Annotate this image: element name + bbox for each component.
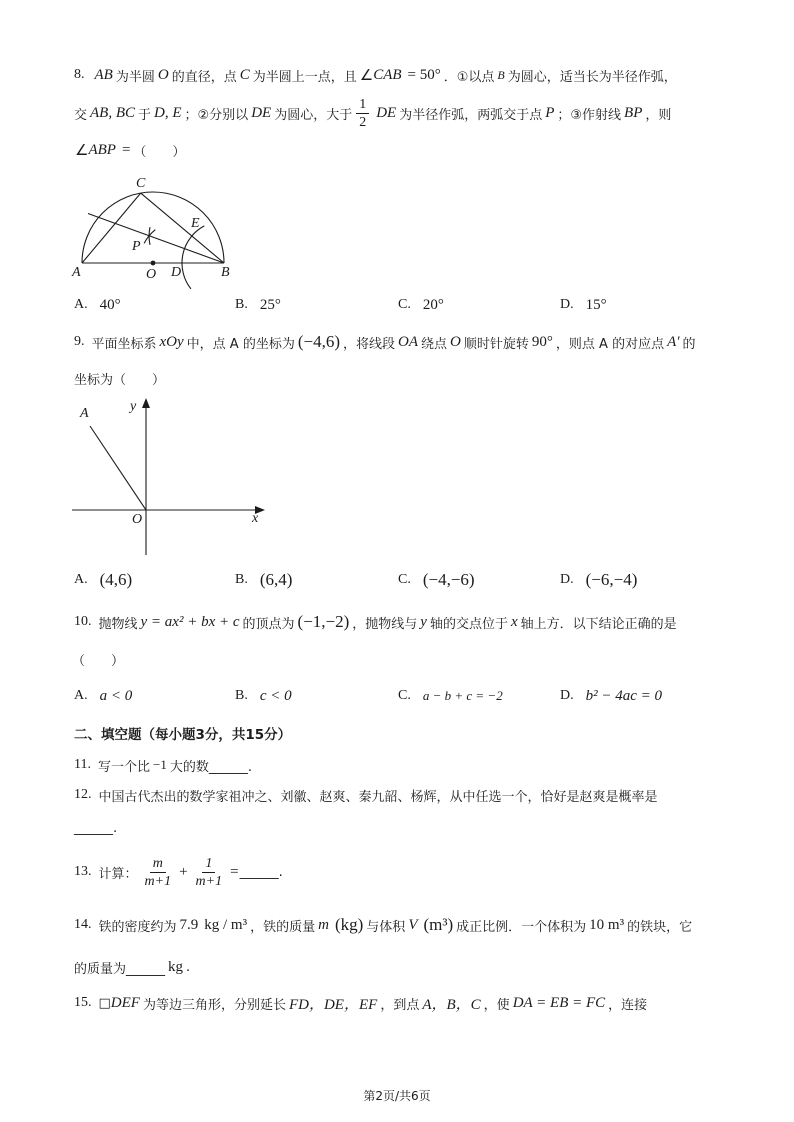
question-number: 15. bbox=[74, 995, 92, 1010]
option-value: c < 0 bbox=[259, 687, 292, 704]
option-value: a − b + c = −2 bbox=[422, 688, 503, 703]
stem-text: ．①以点 bbox=[443, 69, 495, 85]
stem-text: ，则点 A 的对应点 bbox=[555, 336, 665, 352]
math-term: 10 m³ bbox=[589, 916, 625, 933]
q9-option-c bbox=[398, 568, 478, 592]
option-key: A. bbox=[74, 297, 88, 312]
label-d: D bbox=[171, 265, 182, 280]
stem-text: ，铁的质量 bbox=[250, 919, 316, 935]
q10-option-a bbox=[74, 684, 135, 708]
math-term: y = ax² + bx + c bbox=[140, 613, 240, 630]
fraction-denominator: m+1 bbox=[144, 873, 172, 889]
arc-centered-b bbox=[182, 226, 204, 289]
option-key: D. bbox=[560, 572, 574, 587]
option-value: (6,4) bbox=[259, 570, 293, 589]
label-c: C bbox=[136, 176, 146, 191]
math-term: xOy bbox=[159, 333, 184, 350]
math-term: x bbox=[510, 613, 518, 630]
math-term: OA bbox=[398, 333, 419, 350]
q8-option-a bbox=[74, 293, 124, 317]
math-term: BP bbox=[624, 104, 643, 121]
q12-line-2 bbox=[74, 816, 117, 840]
option-key: B. bbox=[235, 688, 248, 703]
unit: kg bbox=[168, 958, 184, 975]
option-value: 25° bbox=[259, 296, 281, 313]
stem-text: ，到点 bbox=[380, 997, 420, 1013]
question-number: 10. bbox=[74, 614, 92, 629]
q9-coordinate-figure bbox=[66, 395, 271, 560]
q9-option-a bbox=[74, 568, 135, 592]
question-number: 13. bbox=[74, 864, 92, 879]
option-key: C. bbox=[398, 572, 411, 587]
option-key: B. bbox=[235, 572, 248, 587]
q12-line-1 bbox=[74, 783, 658, 807]
stem-text: 轴上方．以下结论正确的是 bbox=[520, 616, 677, 632]
answer-parentheses: （ ） bbox=[72, 653, 125, 669]
option-key: A. bbox=[74, 572, 88, 587]
math-term: DE bbox=[251, 104, 272, 121]
q9-option-d bbox=[560, 568, 640, 592]
label-origin: O bbox=[132, 512, 143, 527]
angle-symbol: ∠ bbox=[359, 67, 374, 84]
stem-text: 与体积 bbox=[366, 919, 406, 935]
q8-semicircle-figure bbox=[66, 170, 246, 295]
stem-text: 为圆心，大于 bbox=[274, 107, 353, 123]
math-term: 90° bbox=[531, 333, 553, 350]
stem-text: 成正比例．一个体积为 bbox=[456, 919, 587, 935]
fraction-m-over-m-plus-1 bbox=[142, 856, 175, 889]
unit: (m³) bbox=[423, 915, 454, 934]
math-term: ABP bbox=[88, 141, 116, 158]
stem-text: 为圆心，适当长为半径作弧， bbox=[507, 69, 677, 85]
stem-text: ，使 bbox=[483, 997, 510, 1013]
stem-text: 为半径作弧，两弧交于点 bbox=[399, 107, 543, 123]
option-value: 40° bbox=[99, 296, 121, 313]
q10-option-b bbox=[235, 684, 295, 708]
stem-text: 为半圆 bbox=[115, 69, 155, 85]
math-term: B bbox=[497, 67, 505, 82]
option-value: 15° bbox=[585, 296, 607, 313]
fraction-numerator: 1 bbox=[356, 97, 369, 114]
stem-text: 平面坐标系 bbox=[91, 336, 157, 352]
q9-line-1 bbox=[74, 330, 696, 354]
q8-line-1 bbox=[74, 63, 677, 87]
page-footer: 第2页/共6页 bbox=[363, 1089, 431, 1103]
fraction-denominator: m+1 bbox=[195, 873, 223, 889]
math-term: m bbox=[318, 916, 329, 933]
section-title: 二、填空题（每小题3分，共15分） bbox=[74, 727, 292, 743]
question-number: 9. bbox=[74, 334, 85, 349]
label-a: A bbox=[80, 406, 89, 421]
q8-option-b bbox=[235, 293, 284, 317]
question-number: 14. bbox=[74, 917, 92, 932]
answer-blank: ______. bbox=[239, 864, 283, 880]
q8-line-2 bbox=[74, 97, 671, 129]
stem-text: 顺时针旋转 bbox=[463, 336, 529, 352]
math-term: y bbox=[420, 613, 427, 630]
stem-text: 绕点 bbox=[421, 336, 448, 352]
question-number: 8. bbox=[74, 67, 85, 82]
label-o: O bbox=[146, 267, 157, 282]
equals-sign: = bbox=[121, 141, 131, 158]
stem-text: 交 bbox=[74, 107, 88, 123]
q9-option-b bbox=[235, 568, 295, 592]
label-p: P bbox=[132, 239, 141, 254]
fraction-numerator: m bbox=[150, 856, 166, 873]
math-term: −1 bbox=[153, 757, 167, 772]
q8-option-c bbox=[398, 293, 447, 317]
math-term: 7.9 bbox=[179, 916, 199, 933]
math-term: AB bbox=[94, 66, 113, 83]
math-term: FD，DE，EF bbox=[288, 996, 378, 1013]
option-value: (−6,−4) bbox=[585, 570, 638, 589]
q10-option-d bbox=[560, 684, 665, 708]
label-b: B bbox=[221, 265, 230, 280]
label-e: E bbox=[191, 216, 200, 231]
answer-parentheses: （ ） bbox=[133, 144, 186, 160]
unit: (kg) bbox=[334, 915, 364, 934]
stem-text: ，抛物线与 bbox=[352, 616, 418, 632]
option-value: (4,6) bbox=[99, 570, 133, 589]
option-value: (−4,−6) bbox=[422, 570, 475, 589]
fraction-1-over-m-plus-1 bbox=[193, 856, 226, 889]
answer-blank: 的质量为______ bbox=[74, 961, 166, 977]
option-value: b² − 4ac = 0 bbox=[585, 687, 663, 704]
segment-oa bbox=[90, 426, 146, 510]
math-term: DA = EB = FC bbox=[512, 994, 606, 1011]
ray-bp bbox=[88, 214, 224, 264]
math-term: V bbox=[408, 916, 418, 933]
stem-text: 中国古代杰出的数学家祖冲之、刘徽、赵爽、秦九韶、杨辉，从中任选一个，恰好是赵爽是概率是 bbox=[98, 789, 658, 805]
fraction-denominator: 2 bbox=[359, 114, 367, 130]
option-key: B. bbox=[235, 297, 248, 312]
stem-text: 计算： bbox=[98, 866, 138, 882]
q10-line-2 bbox=[72, 647, 124, 671]
q14-line-2 bbox=[74, 955, 190, 979]
fraction-one-half bbox=[356, 97, 369, 130]
math-term: A，B，C bbox=[422, 996, 481, 1013]
stem-text: 的直径，点 bbox=[171, 69, 237, 85]
stem-text: 铁的密度约为 bbox=[98, 919, 177, 935]
math-term: D, E bbox=[154, 104, 182, 121]
stem-text: 为半圆上一点，且 bbox=[252, 69, 357, 85]
label-a: A bbox=[72, 265, 81, 280]
q8-line-3 bbox=[72, 138, 185, 162]
plus-sign: + bbox=[179, 863, 188, 880]
math-term: DE bbox=[376, 104, 397, 121]
q14-line-1 bbox=[74, 913, 692, 937]
stem-text: 抛物线 bbox=[98, 616, 138, 632]
label-y: y bbox=[130, 399, 137, 414]
q10-line-1 bbox=[74, 610, 677, 634]
stem-text: . bbox=[186, 959, 191, 975]
stem-text: 的顶点为 bbox=[242, 616, 295, 632]
semicircle-arc bbox=[82, 192, 224, 263]
angle-symbol: ∠ bbox=[75, 142, 89, 159]
option-key: C. bbox=[398, 297, 411, 312]
math-term: CAB bbox=[373, 66, 402, 83]
stem-text: 的铁块，它 bbox=[627, 919, 693, 935]
option-key: C. bbox=[398, 688, 411, 703]
math-term: AB, BC bbox=[90, 104, 136, 121]
question-number: 12. bbox=[74, 787, 92, 802]
q15-line-1 bbox=[74, 991, 647, 1015]
section-2-header bbox=[74, 721, 291, 745]
math-term: O bbox=[450, 333, 461, 350]
stem-text: 为等边三角形，分别延长 bbox=[142, 997, 286, 1013]
math-term: = 50° bbox=[407, 66, 441, 83]
stem-text: 于 bbox=[138, 107, 152, 123]
y-axis-arrow-icon bbox=[142, 398, 150, 408]
math-term: A′ bbox=[667, 333, 680, 350]
option-key: D. bbox=[560, 297, 574, 312]
q8-option-d bbox=[560, 293, 610, 317]
stem-text: 轴的交点位于 bbox=[429, 616, 508, 632]
stem-text: 坐标为（ ） bbox=[74, 372, 166, 388]
option-value: 20° bbox=[422, 296, 444, 313]
triangle-symbol: □ bbox=[98, 995, 111, 1011]
stem-text: ，连接 bbox=[608, 997, 648, 1013]
stem-text: ；③作射线 bbox=[557, 107, 622, 123]
q13-line-1 bbox=[74, 855, 283, 889]
math-term: P bbox=[545, 104, 555, 121]
coordinate: (−4,6) bbox=[297, 332, 341, 351]
chord-cb bbox=[141, 193, 224, 263]
stem-text: 的 bbox=[682, 336, 696, 352]
fraction-numerator: 1 bbox=[202, 856, 215, 873]
q11-line-1 bbox=[74, 753, 252, 777]
math-term: DEF bbox=[110, 994, 140, 1011]
math-term: O bbox=[157, 66, 169, 83]
q9-line-2 bbox=[74, 366, 165, 390]
coordinate: (−1,−2) bbox=[297, 612, 350, 631]
question-number: 11. bbox=[74, 757, 91, 772]
answer-blank: ______. bbox=[74, 820, 118, 836]
q10-option-c bbox=[398, 684, 506, 708]
equals-sign: = bbox=[230, 863, 239, 880]
stem-text: ；②分别以 bbox=[184, 107, 249, 123]
unit: kg / m³ bbox=[204, 916, 248, 933]
stem-text: ，将线段 bbox=[343, 336, 396, 352]
stem-text: ，则 bbox=[645, 107, 672, 123]
stem-text: 中，点 A 的坐标为 bbox=[186, 336, 295, 352]
option-key: A. bbox=[74, 688, 88, 703]
option-key: D. bbox=[560, 688, 574, 703]
label-x: x bbox=[252, 511, 259, 526]
stem-text: 大的数______. bbox=[169, 759, 252, 775]
center-point-o bbox=[151, 261, 156, 266]
stem-text: 写一个比 bbox=[97, 759, 150, 775]
math-term: C bbox=[239, 66, 250, 83]
option-value: a < 0 bbox=[99, 687, 133, 704]
